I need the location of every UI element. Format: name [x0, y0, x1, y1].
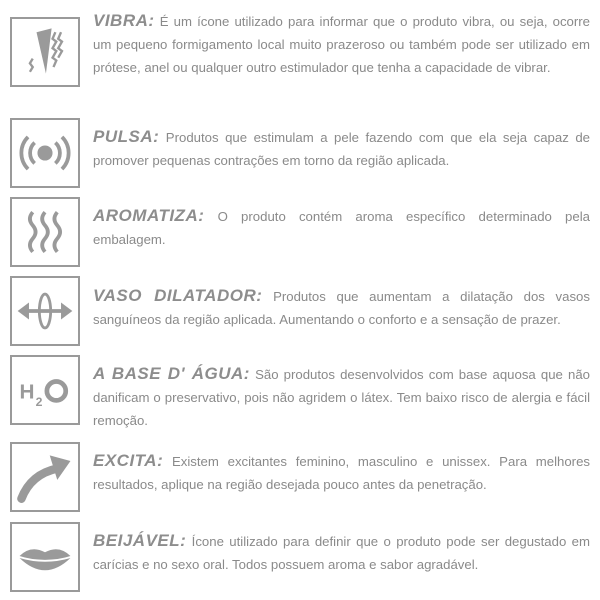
item-text — [93, 529, 590, 576]
aroma-waves-icon — [10, 197, 80, 267]
item-text — [93, 362, 590, 432]
item-title: BEIJÁVEL: — [93, 531, 187, 550]
vibration-icon — [10, 17, 80, 87]
item-title: VASO DILATADOR: — [93, 286, 263, 305]
item-title: AROMATIZA: — [93, 206, 205, 225]
item-text — [93, 9, 590, 79]
item-description: Existem excitantes feminino, masculino e unissex. Para melhores resultados, aplique na região desejada pouco antes da penetração. — [93, 454, 590, 492]
svg-text:H: H — [19, 380, 35, 404]
item-title: PULSA: — [93, 127, 160, 146]
item-description: Ícone utilizado para definir que o produto pode ser degustado em carícias e no sexo oral. Todos possuem aroma e sabor agradável. — [93, 534, 590, 572]
item-text — [93, 204, 590, 251]
item-title: VIBRA: — [93, 11, 155, 30]
item-description: Produtos que estimulam a pele fazendo com que ela seja capaz de promover pequenas contrações em torno da região aplicada. — [93, 130, 590, 168]
item-description: São produtos desenvolvidos com base aquosa que não danificam o preservativo, pois não agridem o látex. Tem baixo risco de alergia e fácil remoção. — [93, 367, 590, 428]
item-title: A BASE D' ÁGUA: — [93, 364, 250, 383]
item-description: Produtos que aumentam a dilatação dos vasos sanguíneos da região aplicada. Aumentando o conforto e a sensação de prazer. — [93, 289, 590, 327]
h2o-icon — [10, 355, 80, 425]
lips-icon — [10, 522, 80, 592]
item-description: É um ícone utilizado para informar que o produto vibra, ou seja, ocorre um pequeno formigamento local muito prazeroso ou também pode ser utilizado em prótese, anel ou qualquer outro estimulador que tenha a capacidade de vibrar. — [93, 14, 591, 75]
pulse-icon — [10, 118, 80, 188]
svg-text:2: 2 — [35, 395, 43, 410]
item-description: O produto contém aroma específico determinado pela embalagem. — [93, 209, 590, 247]
rising-arrow-icon — [10, 442, 80, 512]
item-text — [93, 449, 590, 496]
item-title: EXCITA: — [93, 451, 164, 470]
item-text — [93, 284, 590, 331]
expand-arrows-icon — [10, 276, 80, 346]
item-text — [93, 125, 590, 172]
